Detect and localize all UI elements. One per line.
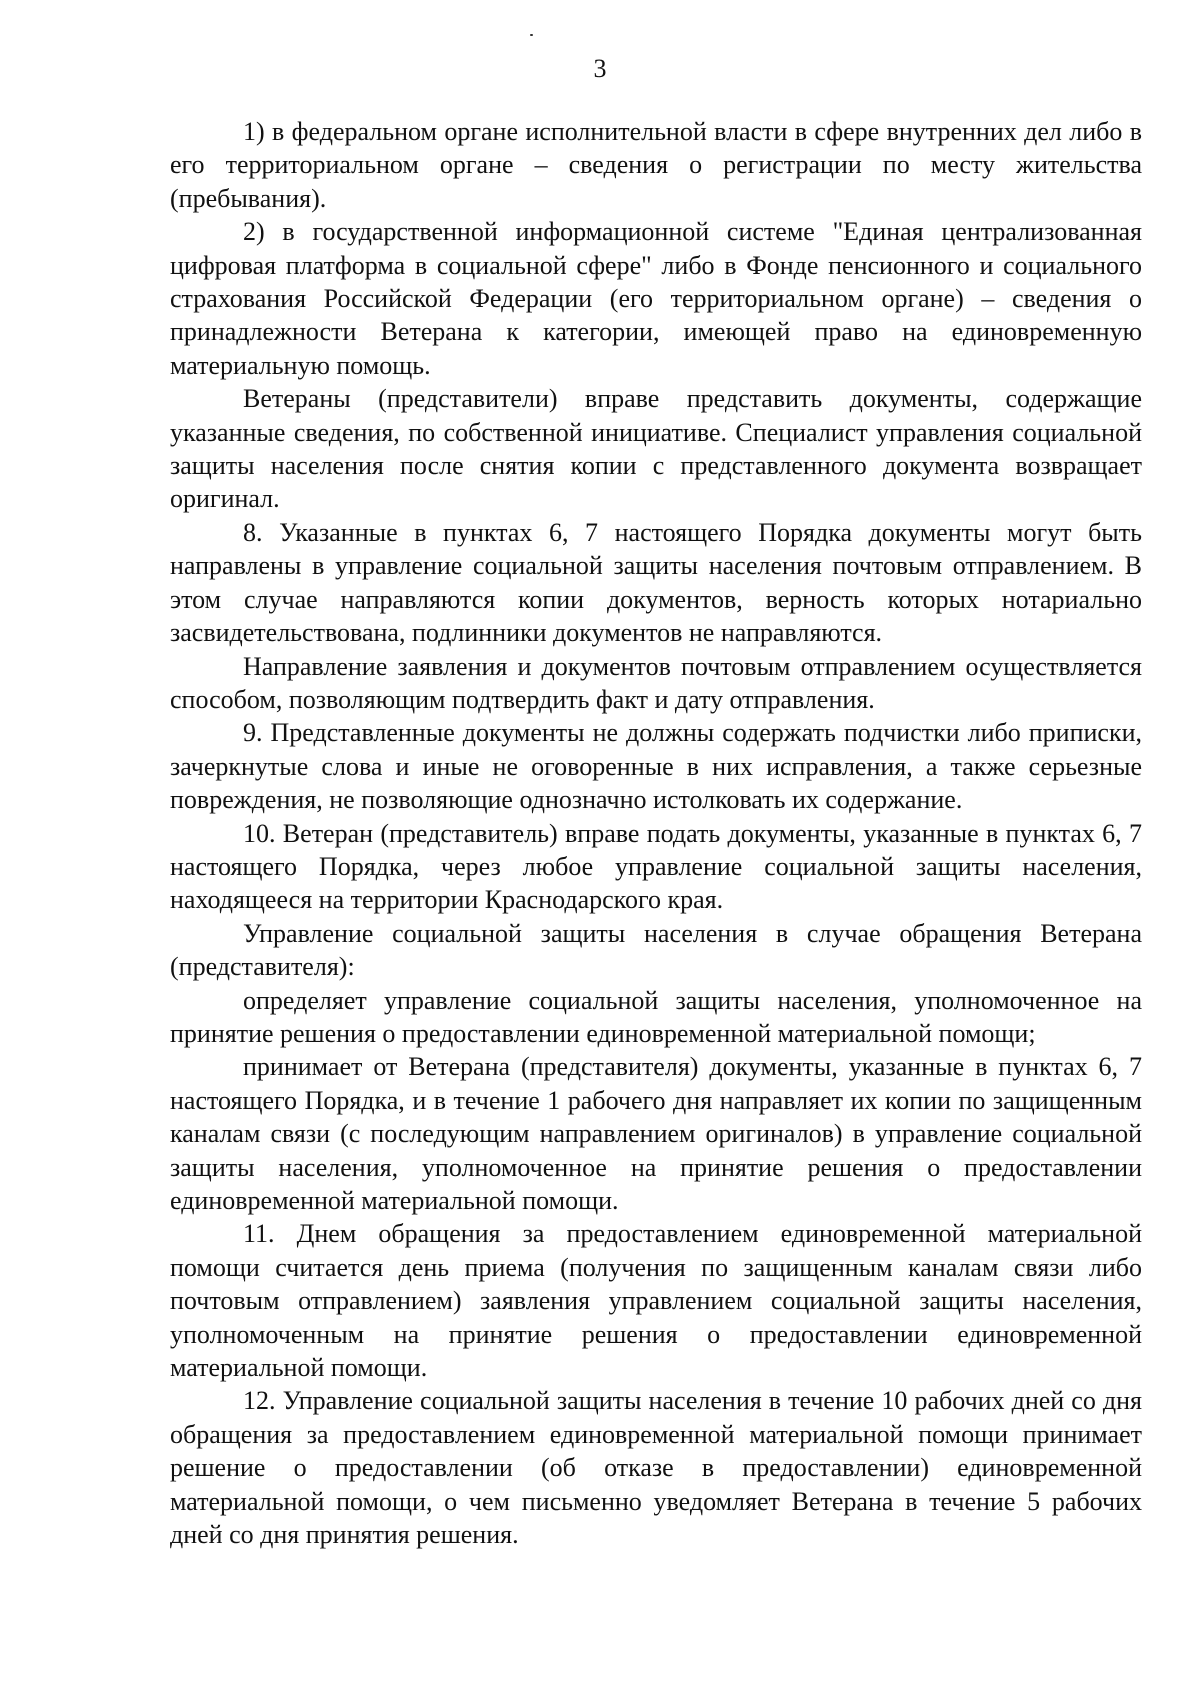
paragraph-department-actions: Управление социальной защиты населения в случае обращения Ветерана (представителя): xyxy=(170,918,1142,982)
paragraph-own-initiative: Ветераны (представители) вправе представить документы, содержащие указанные сведения, по собственной инициативе. Специалист управления социальной защиты населения после снятия копии с представленного документа возвращает оригинал. xyxy=(170,384,1142,514)
paragraph-clause-12: 12. Управление социальной защиты населения в течение 10 рабочих дней со дня обращения за предоставлением единовременной материальной помощи принимает решение о предоставлении (об отказе в предоставлении) единовременной материальной помощи, о чем письменно уведомляет Ветерана в течение 5 рабочих дней со дня принятия решения. xyxy=(170,1386,1142,1550)
scan-artifact-dot xyxy=(530,34,533,36)
paragraph-postal-sending: Направление заявления и документов почтовым отправлением осуществляется способом, позволяющим подтвердить факт и дату отправления. xyxy=(170,651,1142,714)
paragraph-clause-8: 8. Указанные в пунктах 6, 7 настоящего Порядка документы могут быть направлены в управление социальной защиты населения почтовым отправлением. В этом случае направляются копии документов, верность которых нотариально засвидетельствована, подлинники документов не направляются. xyxy=(170,517,1142,648)
paragraph-clause-9: 9. Представленные документы не должны содержать подчистки либо приписки, зачеркнутые слова и иные не оговоренные в них исправления, а также серьезные повреждения, не позволяющие однозначно истолковать их содержание. xyxy=(170,718,1142,815)
page-number: 3 xyxy=(593,54,607,83)
document-body xyxy=(170,115,1142,1551)
paragraph-clause-11: 11. Днем обращения за предоставлением единовременной материальной помощи считается день приема (получения по защищенным каналам связи либо почтовым отправлением) заявления управлением социальной защиты населения, уполномоченным на принятие решения о предоставлении единовременной материальной помощи. xyxy=(170,1219,1142,1383)
paragraph-accepts: принимает от Ветерана (представителя) документы, указанные в пунктах 6, 7 настоящего Порядка, и в течение 1 рабочего дня направляет их копии по защищенным каналам связи (с последующим направлением оригиналов) в управление социальной защиты населения, уполномоченное на принятие решения о предоставлении единовременной материальной помощи. xyxy=(170,1052,1142,1215)
paragraph-clause-10: 10. Ветеран (представитель) вправе подать документы, указанные в пунктах 6, 7 настоящего Порядка, через любое управление социальной защиты населения, находящееся на территории Краснодарского края. xyxy=(170,818,1142,915)
paragraph-determines: определяет управление социальной защиты населения, уполномоченное на принятие решения о предоставлении единовременной материальной помощи; xyxy=(170,985,1142,1048)
paragraph-item-2: 2) в государственной информационной системе "Единая централизованная цифровая платформа в социальной сфере" либо в Фонде пенсионного и социального страхования Российской Федерации (его территориальном органе) – сведения о принадлежности Ветерана к категории, имеющей право на единовременную материальную помощь. xyxy=(170,217,1142,380)
paragraph-item-1: 1) в федеральном органе исполнительной власти в сфере внутренних дел либо в его территориальном органе – сведения о регистрации по месту жительства (пребывания). xyxy=(170,117,1142,213)
